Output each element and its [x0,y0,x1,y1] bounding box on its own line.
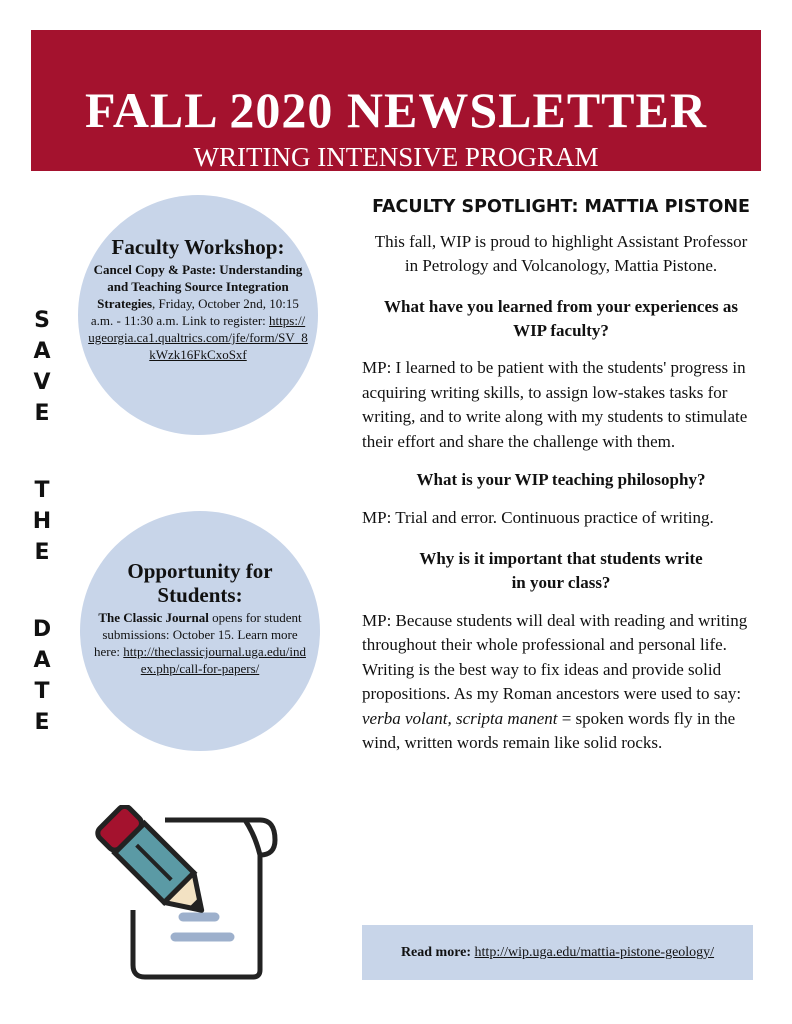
opportunity-body [94,609,306,677]
letter: E [34,710,50,735]
answer-3-end: = spoken words fly in the wind, written words remain like solid rocks. [362,708,736,752]
letter: S [34,308,50,333]
read-more-box [362,925,753,980]
pencil-paper-icon [95,805,285,985]
newsletter-banner [31,30,761,171]
question-2: What is your WIP teaching philosophy? [416,470,706,489]
faculty-workshop-circle [78,195,318,435]
spotlight-intro: This fall, WIP is proud to highlight Assistant Professor in Petrology and Volcanology, Mattia Pistone. [374,232,748,275]
journal-link[interactable]: http://theclassicjournal.uga.edu/index.php/call-for-papers/ [123,644,306,676]
read-more-link[interactable]: http://wip.uga.edu/mattia-pistone-geology/ [474,945,715,960]
question-1: What have you learned from your experiences as WIP faculty? [384,297,738,340]
letter: T [34,478,50,503]
letter: E [34,540,50,565]
read-more-label: Read more: [400,945,472,960]
letter: T [34,679,50,704]
newsletter-title: FALL 2020 NEWSLETTER [84,82,707,138]
letter: E [34,401,50,426]
save-the-date-vertical [27,305,57,738]
letter: A [33,339,51,364]
workshop-event-title: Cancel Copy & Paste: Understanding and Teaching Source Integration Strategies [93,262,303,311]
latin-phrase: verba volant, scripta manent [362,708,558,728]
letter: H [32,509,52,534]
opportunity-details: opens for student submissions: October 15. Learn more here: [94,610,302,659]
question-3: Why is it important that students write in your class? [419,548,703,592]
faculty-spotlight [362,195,760,756]
answer-1: MP: I learned to be patient with the students' progress in acquiring writing skills, to assign low-stakes tasks for writing, and to write along with my students to stimulate their effort and share the challenge with them. [362,358,748,451]
answer-3-start: MP: Because students will deal with reading and writing throughout their whole professional and personal life. Writing is the best way to fix ideas and provide solid propositions. As my Roman ancestors were used to say: [362,610,748,703]
workshop-details: , Friday, October 2nd, 10:15 a.m. - 11:30 a.m. Link to register: [90,296,299,328]
opportunity-title: Opportunity for Students: [127,559,273,607]
workshop-title: Faculty Workshop: [111,235,285,259]
spotlight-heading: FACULTY SPOTLIGHT: MATTIA PISTONE [372,197,750,217]
answer-2: MP: Trial and error. Continuous practice of writing. [362,508,714,527]
journal-name: The Classic Journal [98,610,209,625]
answer-3 [362,609,760,756]
program-subtitle: WRITING INTENSIVE PROGRAM [193,142,599,172]
letter: D [32,617,52,642]
student-opportunity-circle [80,511,320,751]
workshop-body [88,261,308,363]
letter: A [33,648,51,673]
letter: V [33,370,51,395]
workshop-register-link[interactable]: https://ugeorgia.ca1.qualtrics.com/jfe/form/SV_8kWzk16FkCxoSxf [88,313,308,362]
